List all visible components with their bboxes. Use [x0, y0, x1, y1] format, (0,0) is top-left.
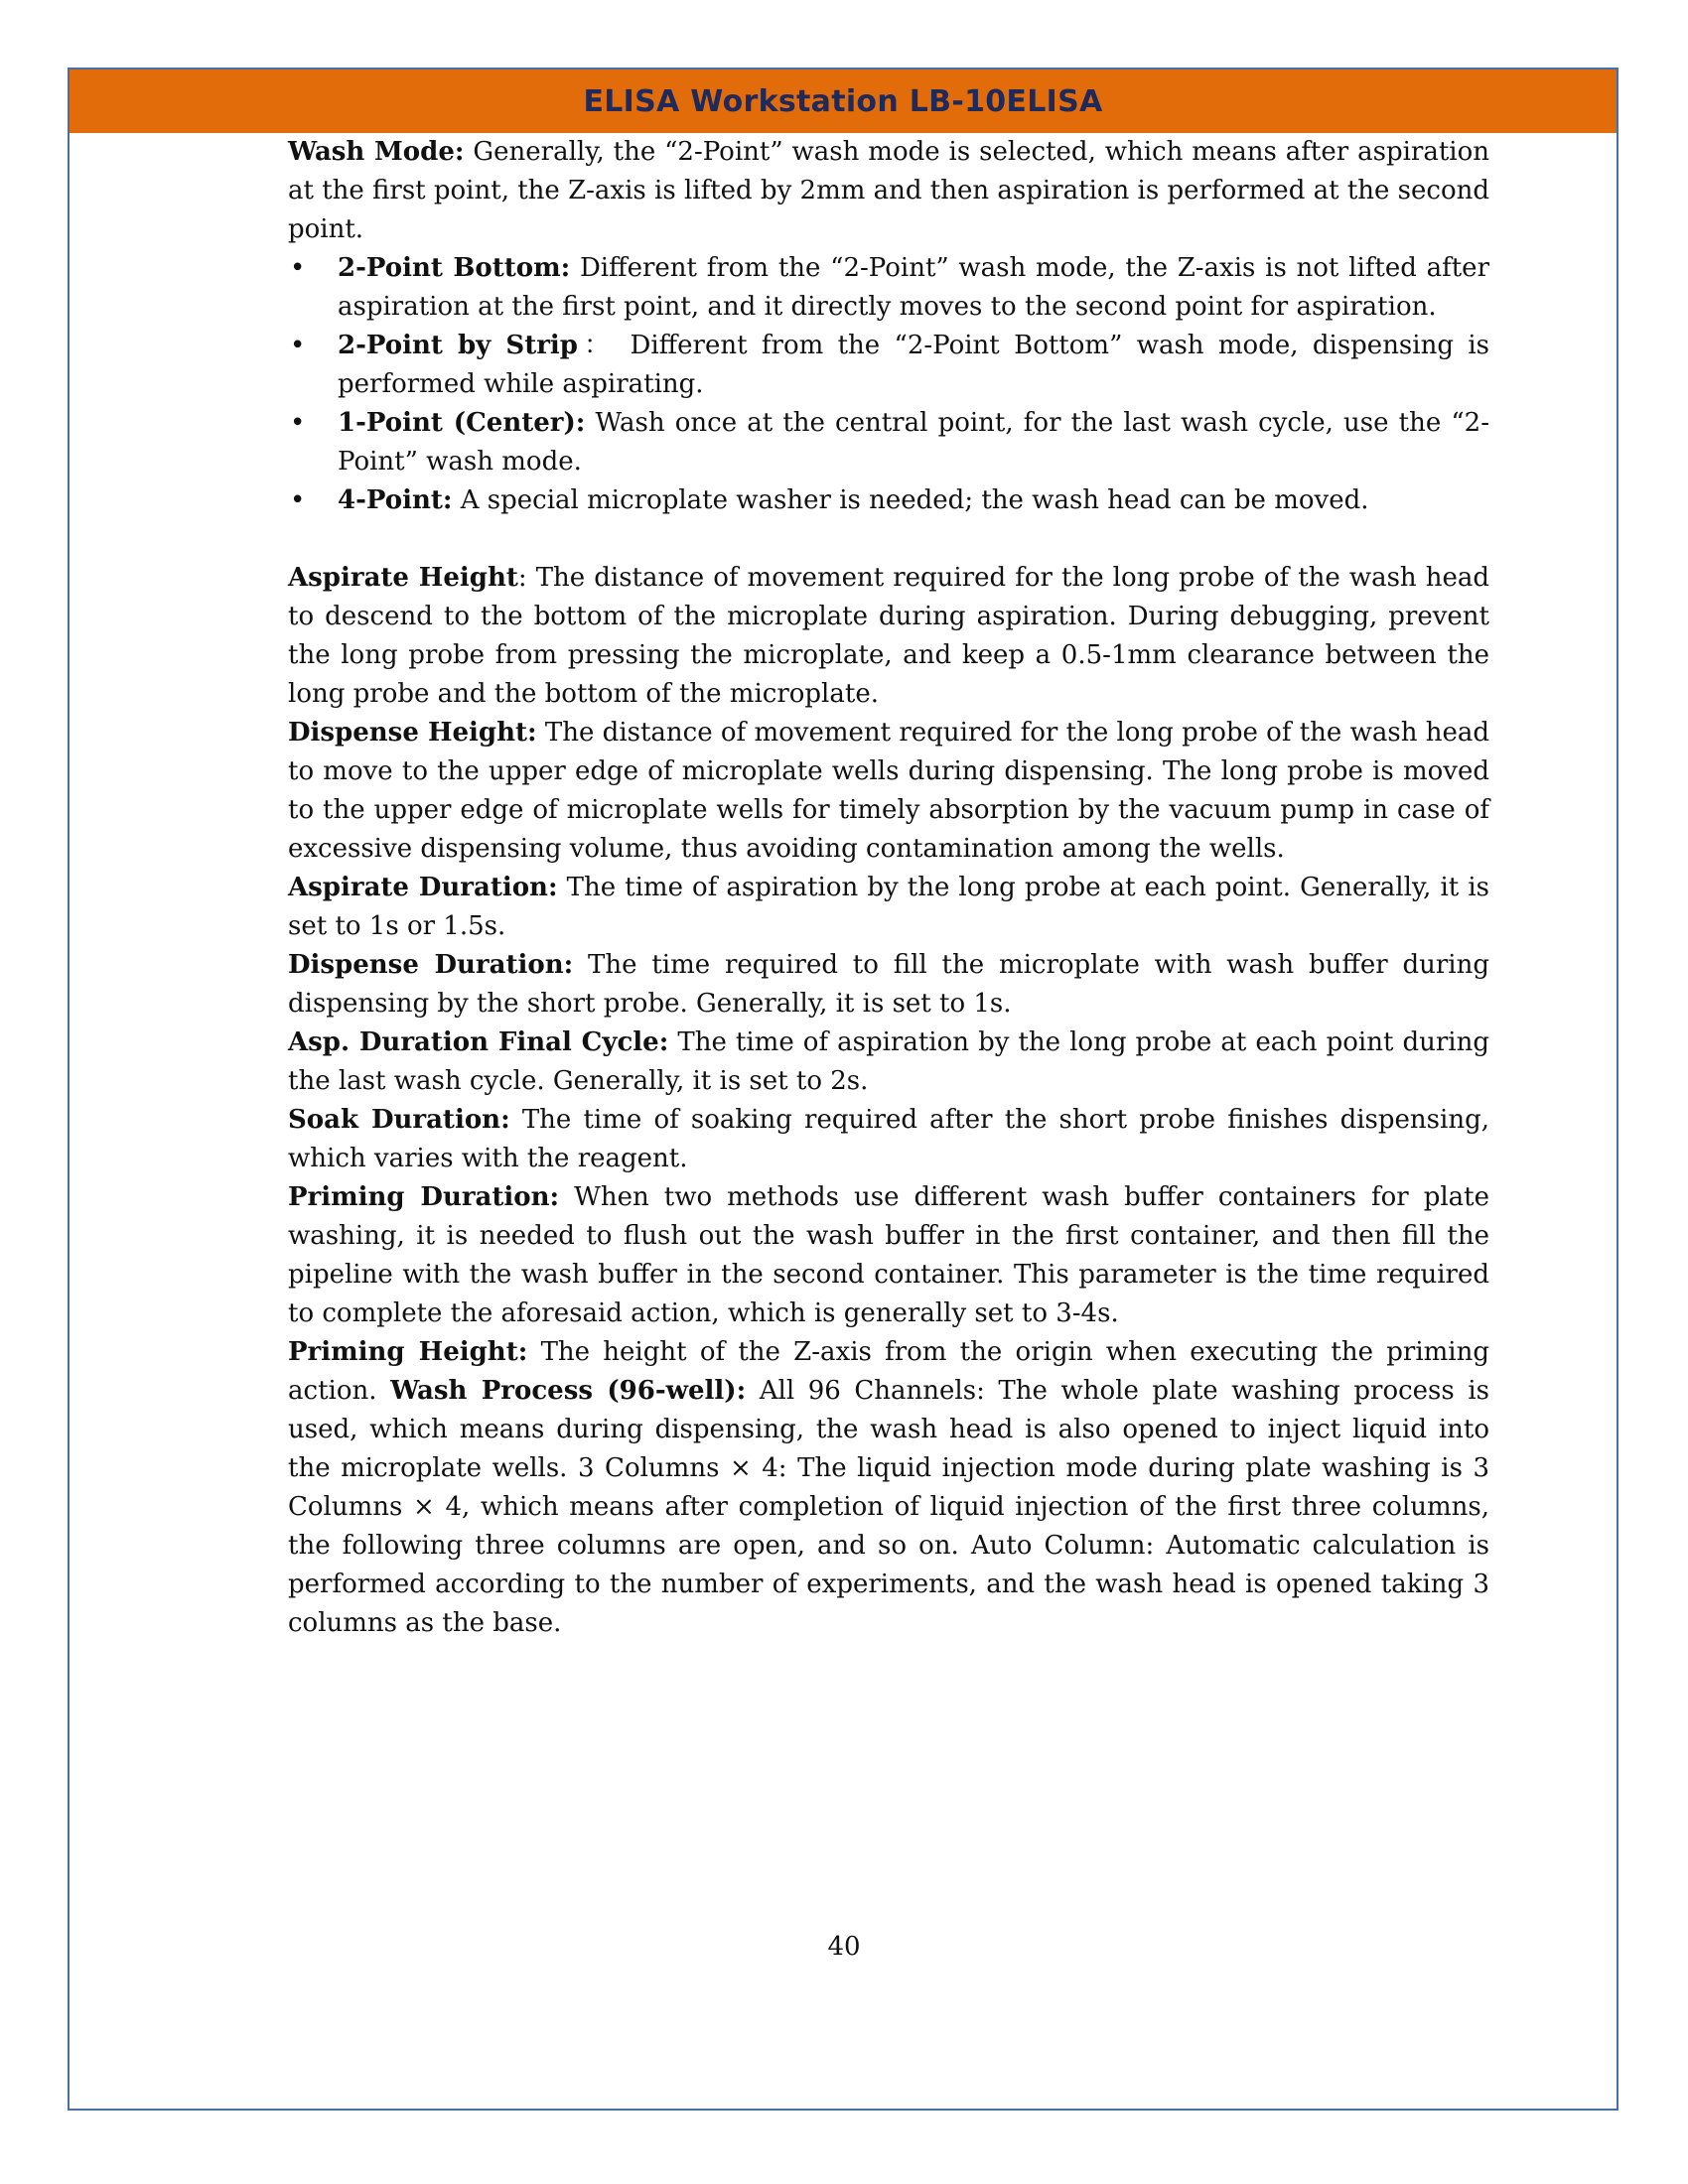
param-text: : The distance of movement required for the long probe of the wash head to descend to the bottom of the microplate during aspiration. During debugging, prevent the long probe from pressing the microplate, and keep a 0.5-1mm clearance between the long probe and the bottom of the microplate. [288, 563, 1489, 709]
bullet-1-point-center [288, 404, 1489, 481]
param-label: Soak Duration: [288, 1105, 510, 1135]
bullet-text: A special microplate washer is needed; the wash head can be moved. [452, 485, 1369, 515]
param-label: Priming Duration: [288, 1182, 560, 1212]
priming-duration-paragraph [288, 1178, 1489, 1333]
header-band [70, 69, 1617, 133]
param-label: Aspirate Height [288, 563, 518, 593]
param-text: The time required to fill the microplate with wash buffer during dispensing by the short probe. Generally, it is set to 1s. [288, 950, 1489, 1019]
bullet-label: 2-Point by Strip [338, 331, 578, 360]
param-label: Aspirate Duration: [288, 873, 558, 902]
asp-duration-final-cycle-paragraph [288, 1024, 1489, 1101]
dispense-duration-paragraph [288, 946, 1489, 1024]
bullet-4-point [288, 481, 1489, 520]
header-title: ELISA Workstation LB-10ELISA [583, 83, 1103, 119]
bullet-text: Different from the “2-Point” wash mode, the Z-axis is not lifted after aspiration at the first point, and it directly moves to the second point for aspiration. [338, 253, 1489, 322]
document-body [288, 133, 1489, 1643]
priming-height-paragraph [288, 1333, 1489, 1643]
aspirate-duration-paragraph [288, 869, 1489, 946]
wash-mode-label: Wash Mode: [288, 137, 465, 167]
dispense-height-paragraph [288, 714, 1489, 869]
soak-duration-paragraph [288, 1101, 1489, 1178]
wash-process-text: All 96 Channels: The whole plate washing process is used, which means during dispensing, the wash head is also opened to inject liquid into the microplate wells. 3 Columns × 4: The liquid injection mode during plate washing is 3 Columns × 4, which means after completion of liquid injection of the first three columns, the following three columns are open, and so on. Auto Column: Automatic calculation is performed according to the number of experiments, and the wash head is opened taking 3 columns as the base. [288, 1376, 1489, 1638]
bullet-label: 4-Point: [338, 485, 453, 515]
aspirate-height-paragraph [288, 559, 1489, 714]
bullet-2-point-by-strip [288, 327, 1489, 404]
priming-height-text: The height of the Z-axis from the origin when executing the priming action. [288, 1337, 1489, 1406]
param-label: Asp. Duration Final Cycle: [288, 1027, 669, 1057]
wash-mode-bullet-list [288, 249, 1489, 520]
section-gap [288, 520, 1489, 559]
bullet-label: 2-Point Bottom: [338, 253, 571, 283]
param-text: The time of aspiration by the long probe at each point. Generally, it is set to 1s or 1.5s. [288, 873, 1489, 941]
bullet-label: 1-Point (Center): [338, 408, 586, 438]
page-number: 40 [827, 1932, 861, 1962]
bullet-text: Wash once at the central point, for the last wash cycle, use the “2-Point” wash mode. [338, 408, 1489, 477]
wash-process-label: Wash Process (96-well): [390, 1376, 747, 1406]
priming-height-label: Priming Height: [288, 1337, 528, 1367]
param-label: Dispense Height: [288, 718, 537, 748]
param-text: The time of aspiration by the long probe at each point during the last wash cycle. Generally, it is set to 2s. [288, 1027, 1489, 1096]
wash-mode-paragraph [288, 133, 1489, 249]
bullet-2-point-bottom [288, 249, 1489, 327]
bullet-text: ： Different from the “2-Point Bottom” wash mode, dispensing is performed while aspirating. [338, 331, 1489, 399]
param-label: Dispense Duration: [288, 950, 574, 980]
param-text: The time of soaking required after the short probe finishes dispensing, which varies with the reagent. [288, 1105, 1489, 1173]
param-text: The distance of movement required for the long probe of the wash head to move to the upper edge of microplate wells during dispensing. The long probe is moved to the upper edge of microplate wells for timely absorption by the vacuum pump in case of excessive dispensing volume, thus avoiding contamination among the wells. [288, 718, 1490, 864]
param-text: When two methods use different wash buffer containers for plate washing, it is needed to flush out the wash buffer in the first container, and then fill the pipeline with the wash buffer in the second container. This parameter is the time required to complete the aforesaid action, which is generally set to 3-4s. [288, 1182, 1489, 1328]
wash-mode-text: Generally, the “2-Point” wash mode is selected, which means after aspiration at the first point, the Z-axis is lifted by 2mm and then aspiration is performed at the second point. [288, 137, 1489, 244]
